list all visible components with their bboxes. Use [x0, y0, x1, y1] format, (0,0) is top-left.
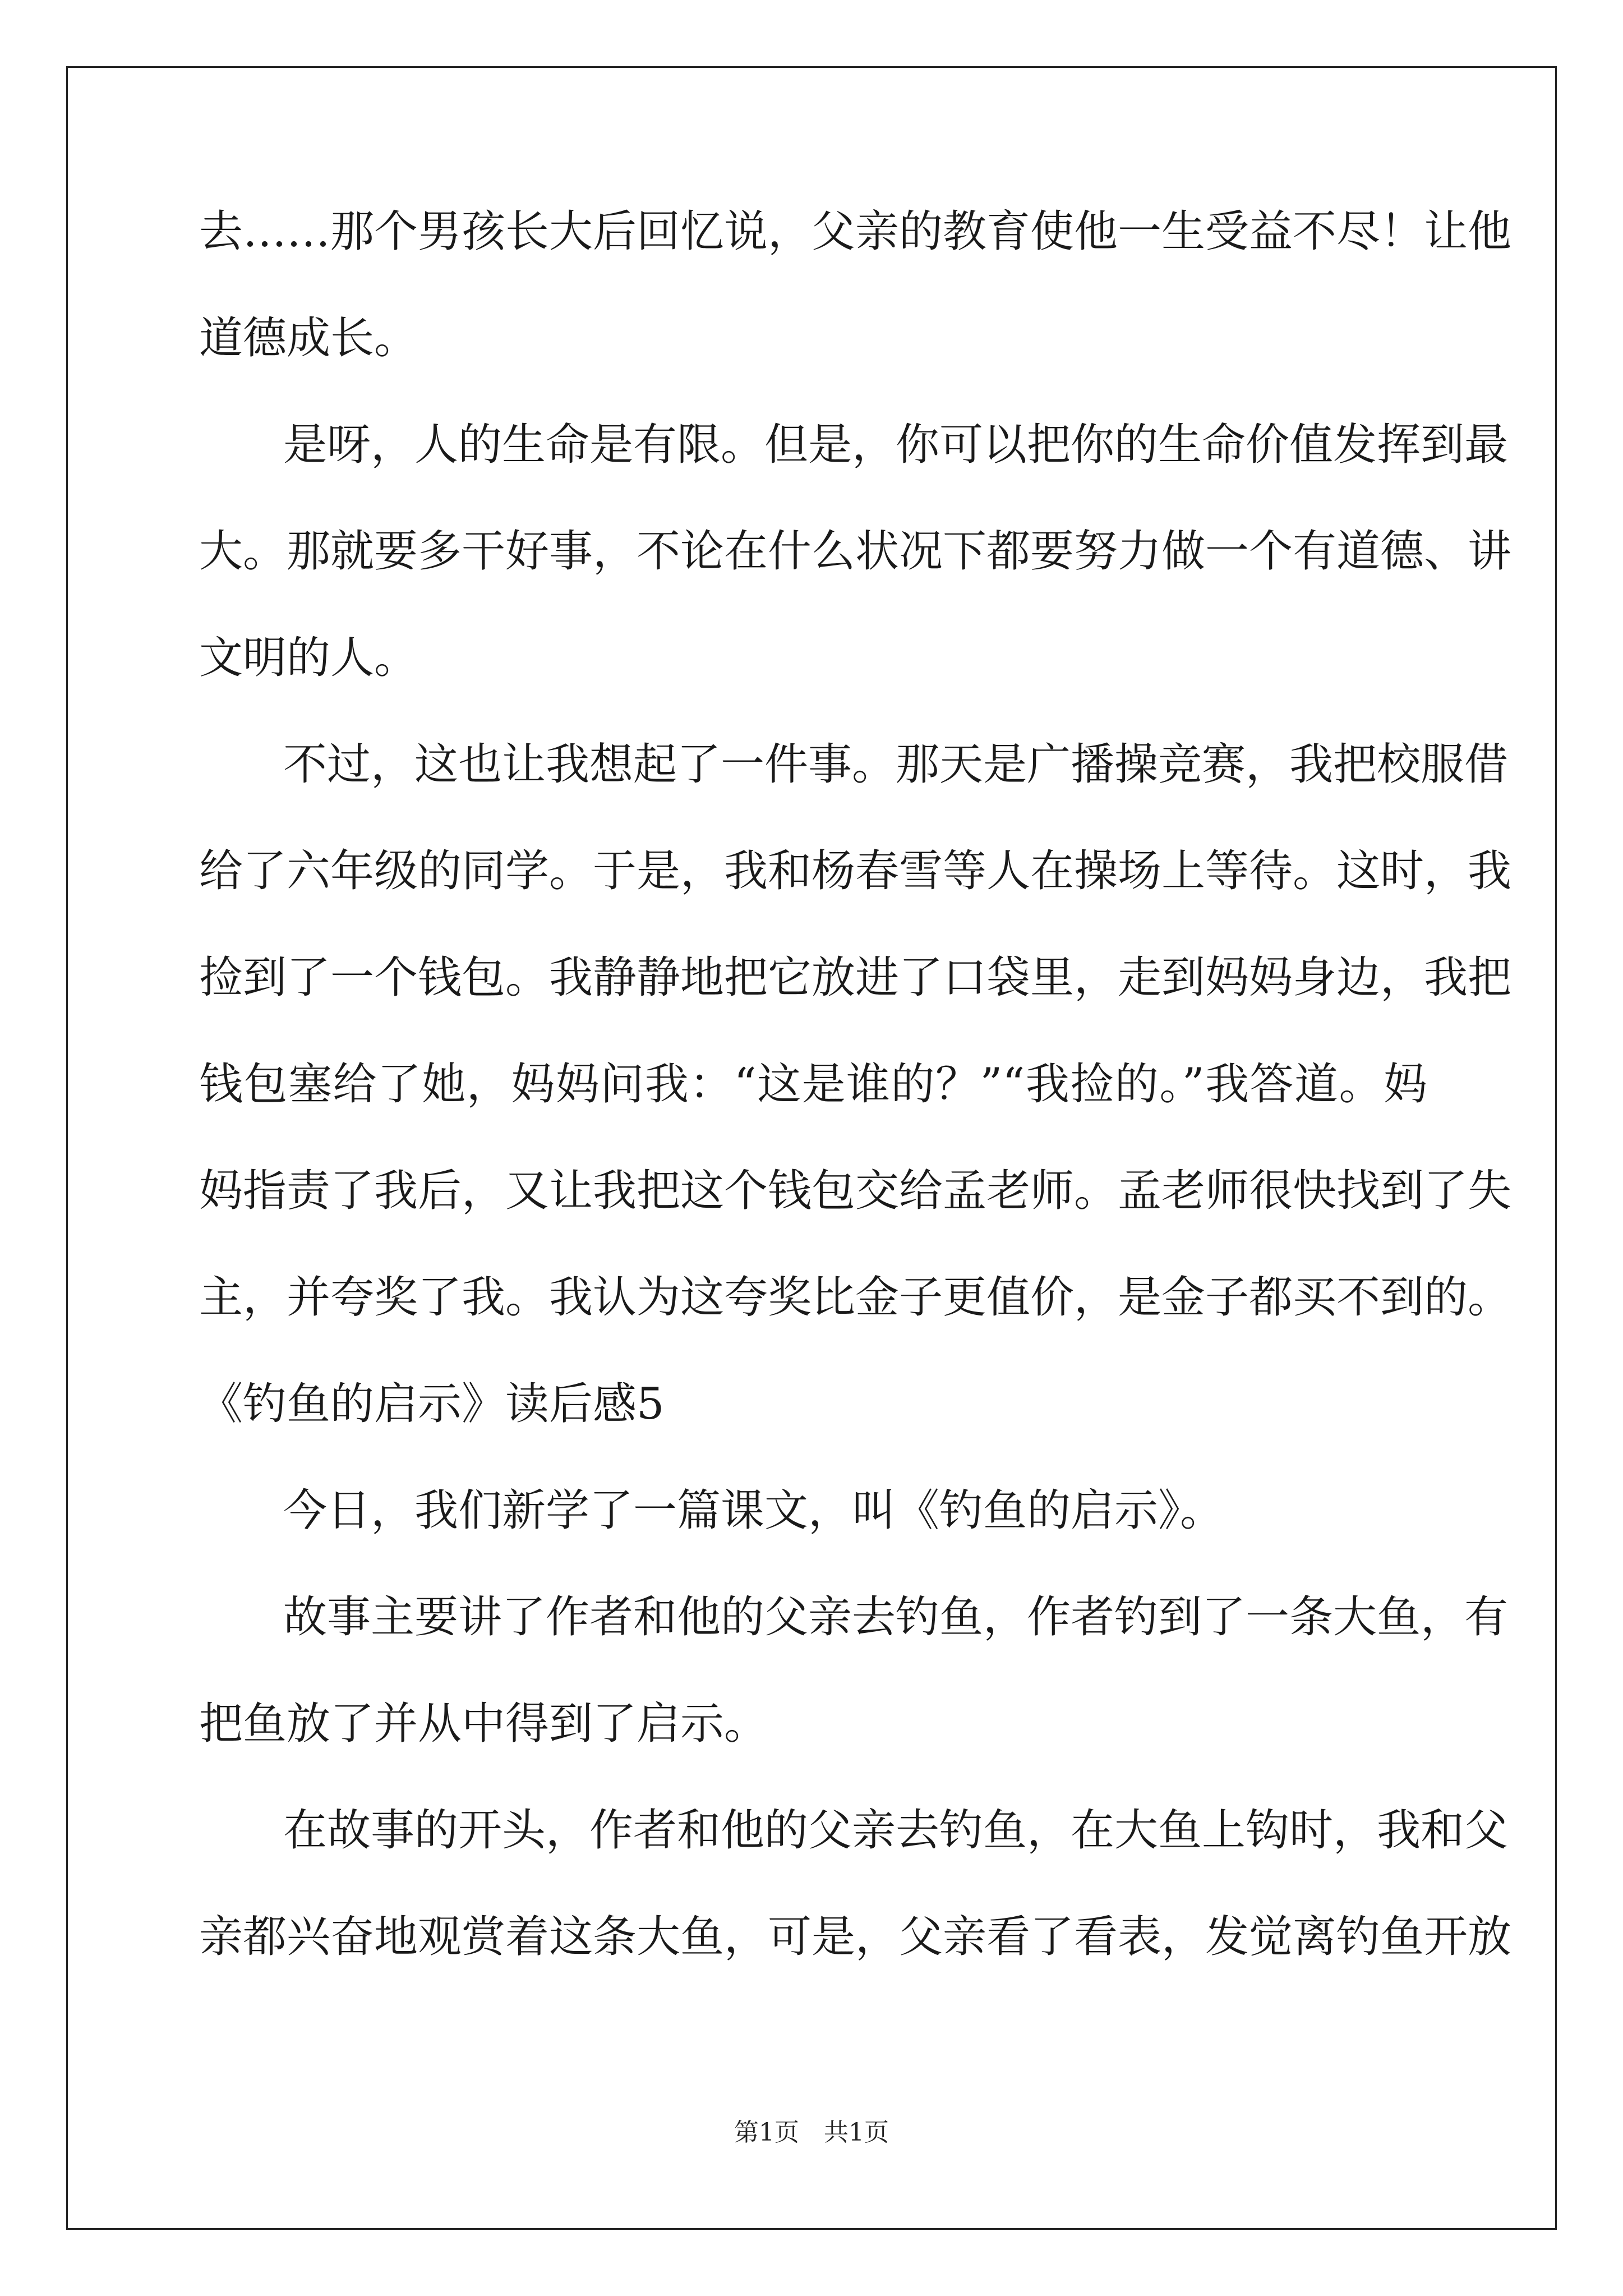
text-line: 主，并夸奖了我。我认为这夸奖比金子更值价，是金子都买不到的。 [199, 1272, 1512, 1323]
text-line: 大。那就要多干好事，不论在什么状况下都要努力做一个有道德、讲 [199, 526, 1512, 577]
document-body [199, 206, 1512, 2022]
text-line: 亲都兴奋地观赏着这条大鱼，可是，父亲看了看表，发觉离钓鱼开放 [199, 1912, 1512, 1962]
text-line: 道德成长。 [199, 313, 418, 364]
text-line: 去……那个男孩长大后回忆说，父亲的教育使他一生受益不尽！让他 [199, 206, 1512, 257]
text-line: 捡到了一个钱包。我静静地把它放进了口袋里，走到妈妈身边，我把 [199, 953, 1512, 1003]
text-line: 给了六年级的同学。于是，我和杨春雪等人在操场上等待。这时，我 [199, 846, 1512, 896]
section-heading: 《钓鱼的启示》读后感5 [199, 1379, 665, 1429]
text-line: 把鱼放了并从中得到了启示。 [199, 1699, 768, 1749]
text-line: 妈指责了我后，又让我把这个钱包交给孟老师。孟老师很快找到了失 [199, 1166, 1512, 1216]
text-line: 在故事的开头，作者和他的父亲去钓鱼，在大鱼上钩时，我和父 [283, 1805, 1509, 1856]
text-line: 故事主要讲了作者和他的父亲去钓鱼，作者钓到了一条大鱼，有 [283, 1592, 1509, 1642]
text-line: 不过，这也让我想起了一件事。那天是广播操竞赛，我把校服借 [283, 739, 1509, 790]
page-number-footer: 第1页 共1页 [734, 2118, 889, 2147]
text-line: 是呀，人的生命是有限。但是，你可以把你的生命价值发挥到最 [283, 420, 1509, 470]
text-line: 钱包塞给了她，妈妈问我：“这是谁的？”“我捡的。”我答道。妈 [199, 1059, 1427, 1110]
text-line: 文明的人。 [199, 633, 418, 683]
text-line: 今日，我们新学了一篇课文，叫《钓鱼的启示》。 [283, 1485, 1224, 1536]
